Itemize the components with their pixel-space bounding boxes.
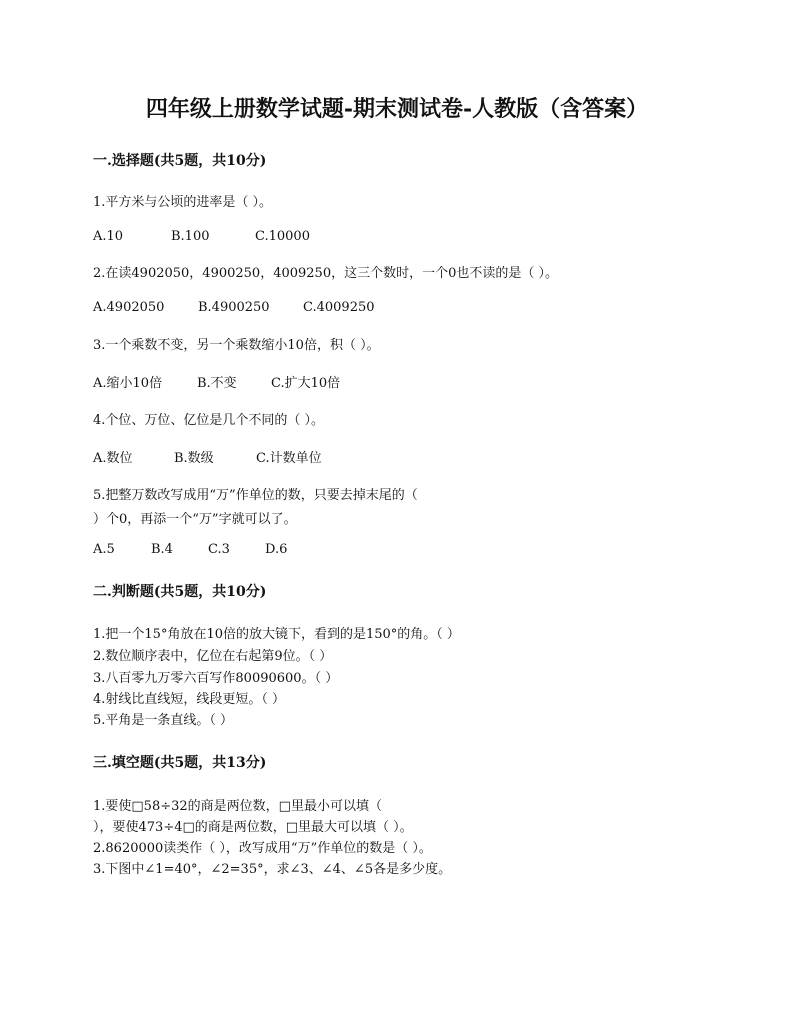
option-c: C.4009250 [303, 300, 375, 315]
option-b: B.4900250 [198, 300, 270, 315]
question-2-options [93, 300, 375, 315]
option-c: C.10000 [255, 229, 310, 244]
question-3-options [93, 372, 340, 391]
section-heading-choice: 一.选择题(共5题，共10分) [93, 153, 267, 169]
question-3-text: 3.一个乘数不变，另一个乘数缩小10倍，积（ ）。 [93, 338, 380, 353]
option-a: A.5 [93, 542, 115, 557]
option-a: A.4902050 [93, 300, 165, 315]
option-b: B.100 [171, 229, 210, 244]
option-d: D.6 [265, 542, 288, 557]
judge-question-3: 3.八百零九万零六百写作80090600。（ ） [93, 671, 339, 686]
fill-question-1-line-2: ），要使473÷4□的商是两位数，□里最大可以填（ ）。 [93, 820, 413, 835]
section-heading-true-false: 二.判断题(共5题，共10分) [93, 584, 267, 600]
judge-question-2: 2.数位顺序表中，亿位在右起第9位。（ ） [93, 649, 333, 664]
question-5-text-line-1: 5.把整万数改写成用“万”作单位的数，只要去掉末尾的（ [93, 488, 418, 503]
option-b: B.数级 [174, 451, 214, 466]
fill-question-1-line-1: 1.要使□58÷32的商是两位数，□里最小可以填（ [93, 799, 382, 814]
fill-question-2: 2.8620000读类作（ ），改写成用“万”作单位的数是（ ）。 [93, 841, 432, 856]
option-b: B.不变 [197, 376, 237, 391]
option-b: B.4 [151, 542, 173, 557]
question-4-text: 4.个位、万位、亿位是几个不同的（ ）。 [93, 413, 325, 428]
option-a: A.10 [93, 229, 124, 244]
judge-question-4: 4.射线比直线短，线段更短。（ ） [93, 692, 286, 707]
question-5-options [93, 542, 287, 557]
question-1-options [93, 229, 310, 244]
option-c: C.扩大10倍 [271, 376, 341, 391]
judge-question-5: 5.平角是一条直线。（ ） [93, 713, 234, 728]
question-4-options [93, 447, 322, 466]
question-5-text-line-2: ）个0，再添一个“万”字就可以了。 [93, 512, 297, 527]
option-c: C.计数单位 [256, 451, 322, 466]
fill-question-3: 3.下图中∠1=40°，∠2=35°，求∠3、∠4、∠5各是多少度。 [93, 862, 452, 877]
option-a: A.缩小10倍 [93, 376, 163, 391]
judge-question-1: 1.把一个15°角放在10倍的放大镜下，看到的是150°的角。（ ） [93, 627, 460, 642]
question-1-text: 1.平方米与公顷的进率是（ ）。 [93, 195, 273, 210]
option-a: A.数位 [93, 451, 133, 466]
page-title: 四年级上册数学试题-期末测试卷-人教版（含答案） [145, 96, 649, 122]
option-c: C.3 [208, 542, 230, 557]
question-2-text: 2.在读4902050，4900250，4009250，这三个数时，一个0也不读的是（ ）。 [93, 266, 558, 281]
section-heading-fill-blank: 三.填空题(共5题，共13分) [93, 755, 267, 771]
